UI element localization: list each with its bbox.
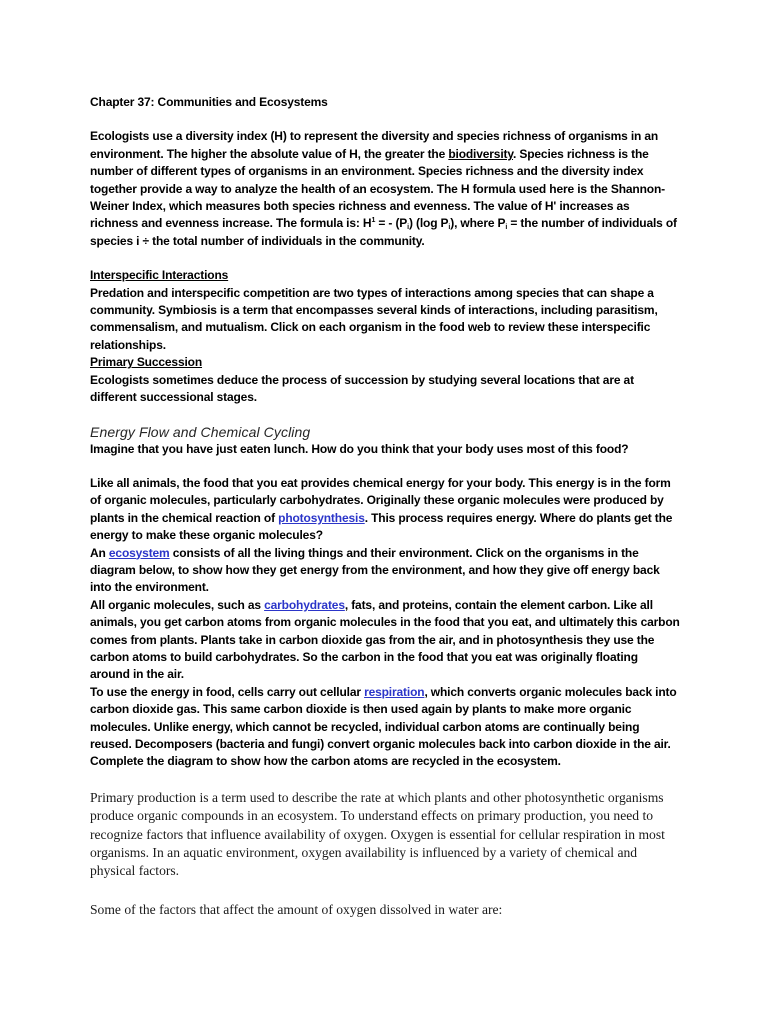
energy-text-2b: consists of all the living things and their environment. Click on the organisms in the diagram below, to show how they get energy from the environment, and how they give off energy back into the environment.	[90, 545, 660, 595]
diversity-paragraph	[90, 128, 680, 250]
energy-text-1b: . This process requires energy. Where do plants get the energy to make these organic molecules?	[90, 510, 673, 543]
respiration-link[interactable]: respiration	[364, 684, 425, 699]
carbohydrates-link[interactable]: carbohydrates	[264, 597, 345, 612]
energy-intro: Imagine that you have just eaten lunch. How do you think that your body uses most of this food?	[90, 441, 629, 456]
chapter-title: Chapter 37: Communities and Ecosystems	[90, 95, 328, 109]
ecosystem-link[interactable]: ecosystem	[108, 545, 170, 560]
diversity-text-3: = - (P	[375, 216, 408, 231]
diversity-text-1: Ecologists use a diversity index (H) to represent the diversity and species richness of organisms in an environment. The higher the absolute value of H, the greater the	[90, 129, 659, 161]
energy-text-4a: To use the energy in food, cells carry out cellular	[90, 684, 365, 699]
diversity-text-2: . Species richness is the number of different types of organisms in an environment. Species richness and the diversity index together provide a way to analyze the health of an ecosystem. The H formula used here is the Shannon-Weiner Index, which measures both species richness and evenness. The value of H' increases as richness and evenness increase. The formula is: H	[90, 146, 665, 231]
oxygen-factors-paragraph: Some of the factors that affect the amount of oxygen dissolved in water are:	[90, 901, 503, 917]
formula-subscript: i	[407, 224, 409, 232]
primary-production-paragraph: Primary production is a term used to describe the rate at which plants and other photosynthetic organisms produce organic compounds in an ecosystem. To understand effects on primary production, you need to recognize factors that influence availability of oxygen. Oxygen is essential for cellular respiration in most organisms. In an aquatic environment, oxygen availability is influenced by a variety of chemical and physical factors.	[90, 789, 665, 879]
energy-text-4b: , which converts organic molecules back into carbon dioxide gas. This same carbon dioxide is then used again by plants to make more organic molecules. Unlike energy, which cannot be recycled, individual carbon atoms are continually being reused. Decomposers (bacteria and fungi) convert organic molecules back into carbon dioxide in the air. Complete the diagram to show how the carbon atoms are recycled in the ecosystem.	[90, 684, 677, 769]
energy-paragraph-3	[90, 597, 680, 684]
energy-text-3b: , fats, and proteins, contain the element carbon. Like all animals, you get carbon atoms from organic molecules in the food that you eat, and ultimately this carbon comes from plants. Plants take in carbon dioxide gas from the air, and in photosynthesis they use the carbon atoms to build carbohydrates. So the carbon in the food that you eat was originally floating around in the air.	[90, 597, 680, 682]
photosynthesis-link[interactable]: photosynthesis	[278, 510, 365, 525]
document-page	[90, 94, 680, 919]
energy-paragraph-4	[90, 684, 680, 771]
formula-subscript: i	[448, 224, 451, 232]
succession-heading: Primary Succession	[90, 355, 203, 370]
biodiversity-term: biodiversity	[448, 146, 513, 161]
energy-flow-title: Energy Flow and Chemical Cycling	[90, 423, 311, 440]
diversity-text-5: ), where P	[450, 216, 506, 231]
energy-paragraph-1	[90, 475, 680, 545]
energy-text-2a: An	[90, 545, 109, 560]
interspecific-paragraph: Predation and interspecific competition are two types of interactions among species that can shape a community. Symbiosis is a term that encompasses several kinds of interactions, including parasitism, commensalism, and mutualism. Click on each organism in the food web to review these interspecific relationships.	[90, 285, 658, 352]
formula-superscript: 1	[371, 217, 376, 225]
succession-paragraph: Ecologists sometimes deduce the process of succession by studying several locations that are at different successional stages.	[90, 372, 634, 405]
diversity-text-4: ) (log P	[408, 216, 449, 231]
diversity-text-6: = the number of individuals of species i ÷ the total number of individuals in the community.	[90, 216, 677, 248]
energy-text-3a: All organic molecules, such as	[90, 597, 265, 612]
energy-paragraph-2	[90, 545, 680, 597]
interspecific-heading: Interspecific Interactions	[90, 268, 229, 283]
energy-text-1a: Like all animals, the food that you eat provides chemical energy for your body. This energy is in the form of organic molecules, particularly carbohydrates. Originally these organic molecules were produced by plants in the chemical reaction of	[90, 475, 671, 525]
formula-subscript: i	[505, 224, 508, 232]
